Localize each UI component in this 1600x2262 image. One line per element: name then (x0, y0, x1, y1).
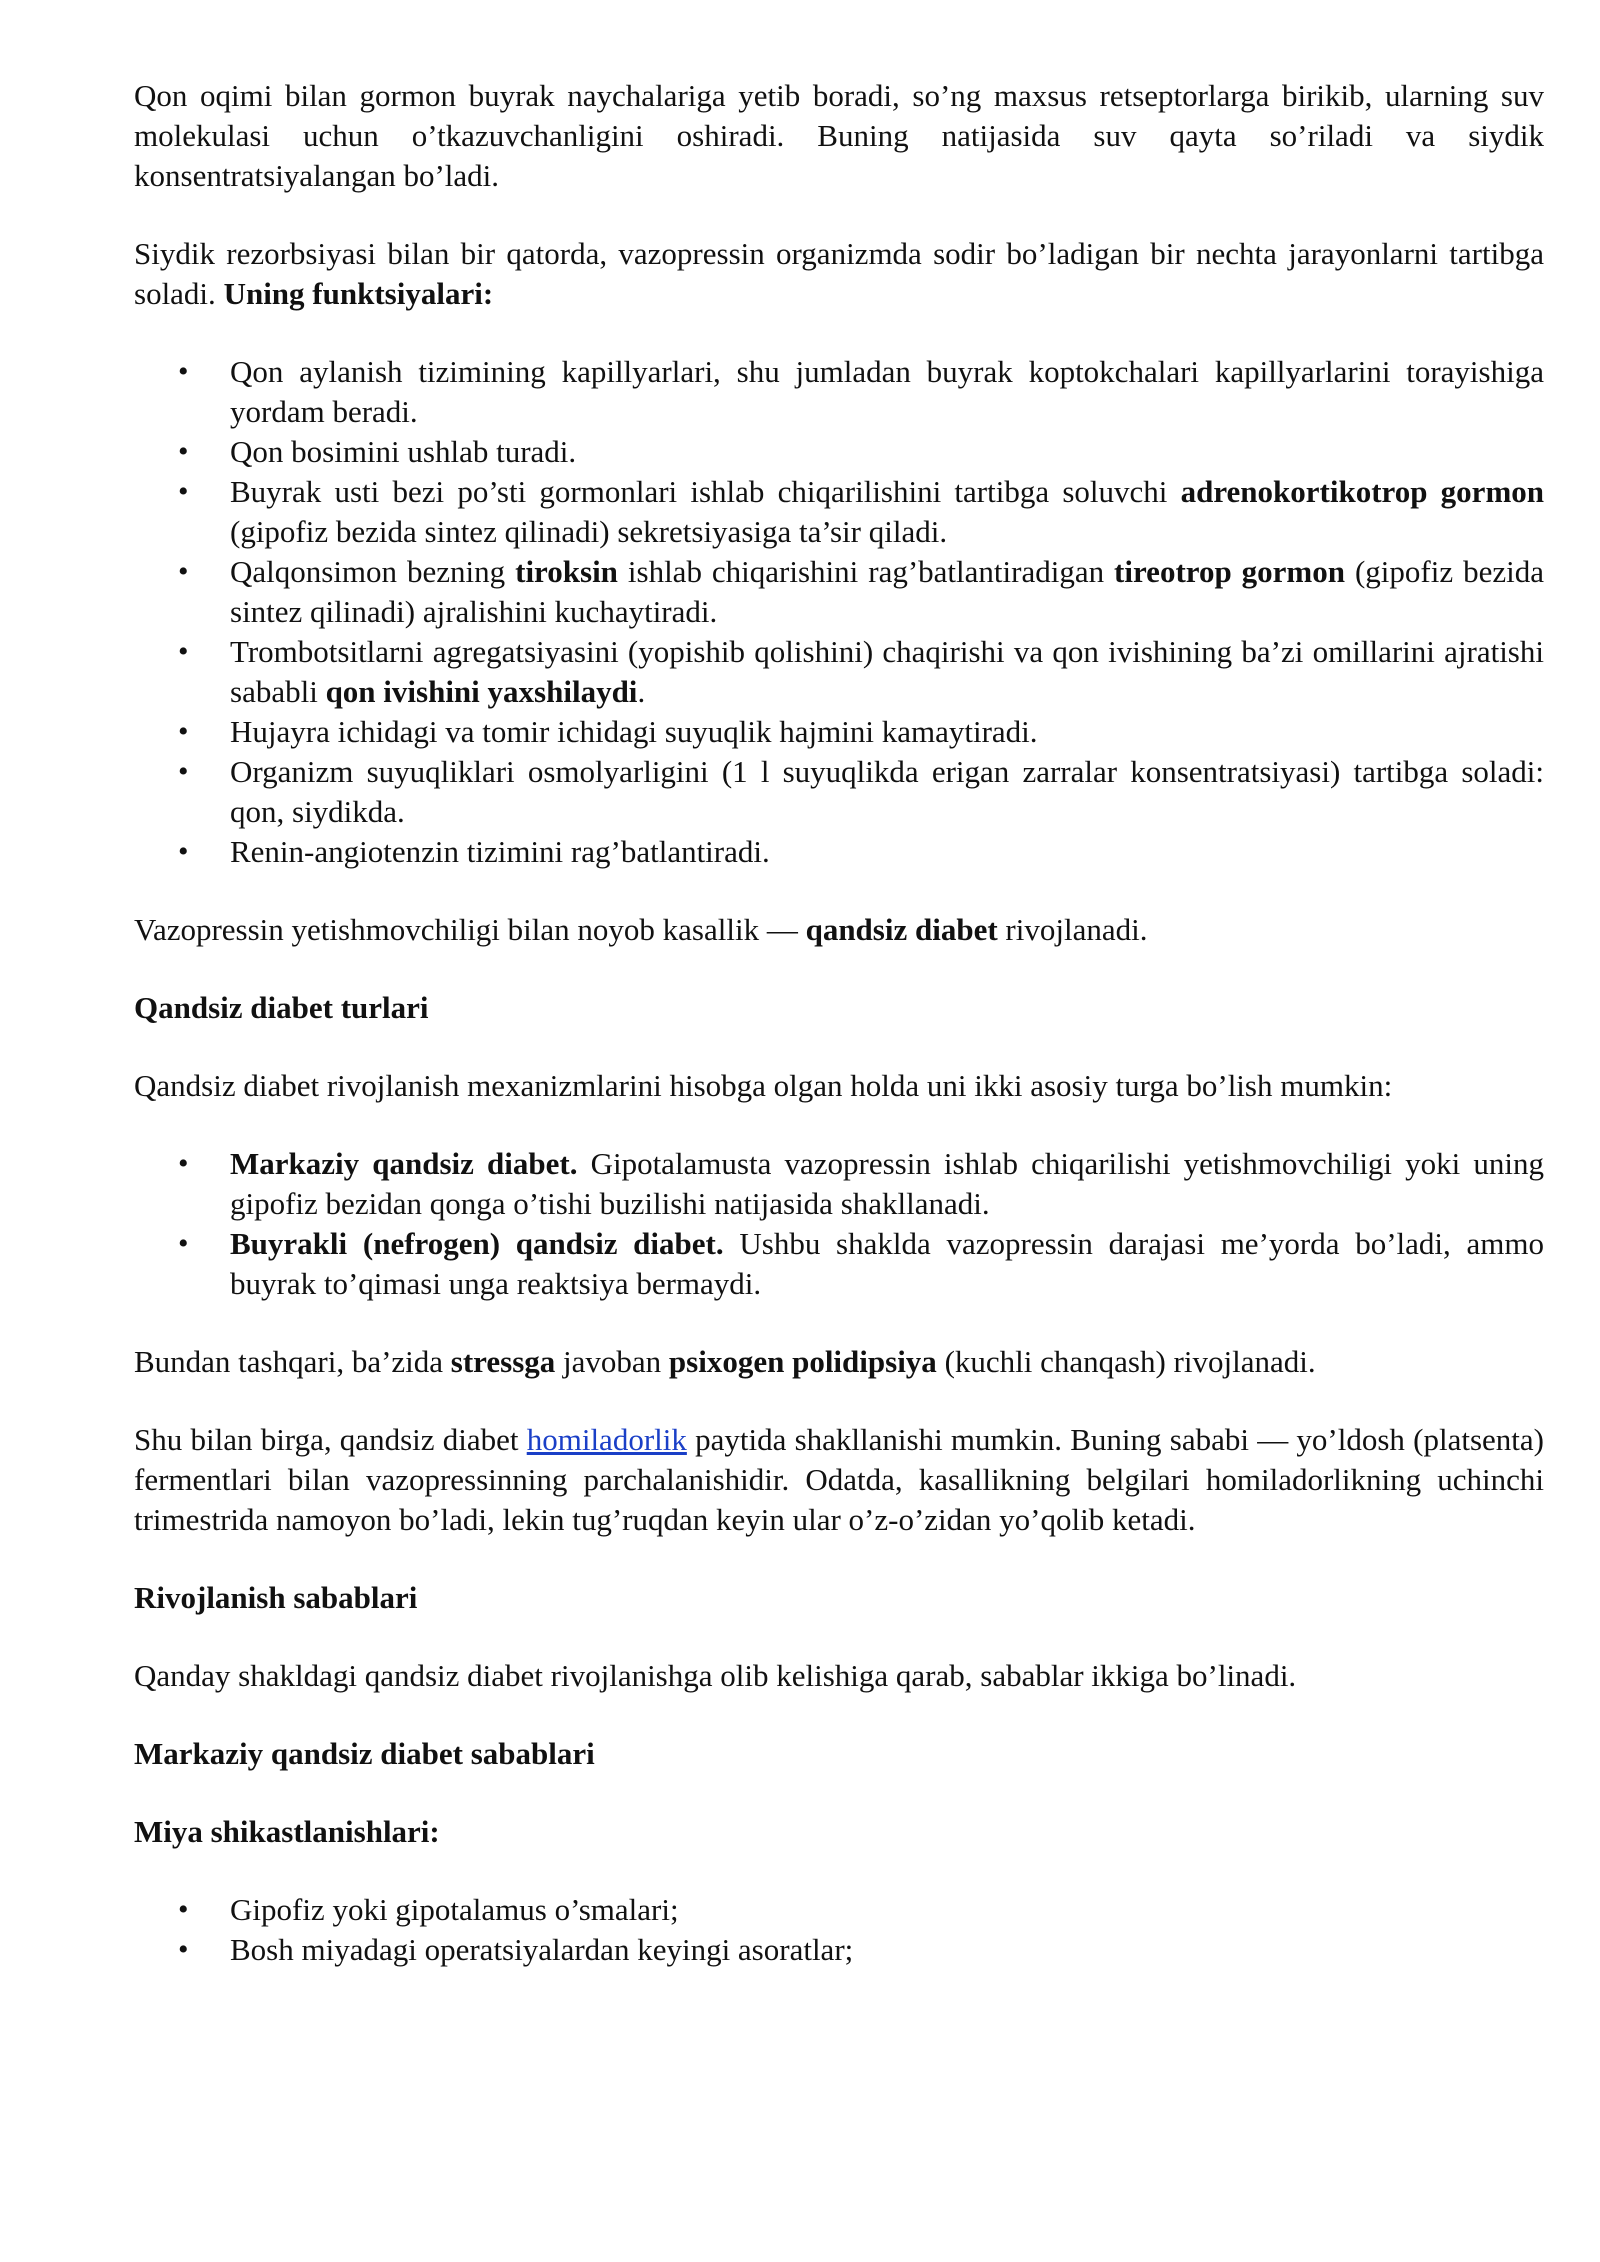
list-item-text: (gipofiz bezida sintez qilinadi) ajralishini kuchaytiradi. (230, 554, 1544, 629)
heading-brain-injuries: Miya shikastlanishlari: (134, 1814, 440, 1849)
pregnancy-link[interactable]: homiladorlik (526, 1422, 687, 1457)
bullet-icon: • (178, 1227, 189, 1260)
term-thyroxine: tiroksin (515, 554, 618, 589)
list-item (134, 552, 1544, 632)
bullet-icon: • (178, 555, 189, 588)
list-item (134, 1144, 1544, 1224)
list-item-text: Qalqonsimon bezning (230, 554, 516, 589)
list-item (134, 1930, 1544, 1970)
bullet-icon: • (178, 1147, 189, 1180)
heading-causes: Rivojlanish sabablari (134, 1580, 418, 1615)
bullet-icon: • (178, 435, 189, 468)
list-item-text: Gipofiz yoki gipotalamus o’smalari; (230, 1892, 679, 1927)
list-item-text: Ushbu shaklda vazopressin darajasi me’yorda bo’ladi, ammo buyrak to’qimasi unga reaktsiya bermaydi. (230, 1226, 1544, 1301)
list-item-text: Qon bosimini ushlab turadi. (230, 434, 577, 469)
list-item (134, 1890, 1544, 1930)
bullet-icon: • (178, 355, 189, 388)
paragraph-text: javoban (555, 1344, 669, 1379)
list-item-text: Qon aylanish tizimining kapillyarlari, shu jumladan buyrak koptokchalari kapillyarlarini torayishiga yordam beradi. (230, 354, 1544, 429)
paragraph-hormone-kidney: Qon oqimi bilan gormon buyrak naychalariga yetib boradi, so’ng maxsus retseptorlarga birikib, ularning suv molekulasi uchun o’tkazuvchanligini oshiradi. Buning natijasida suv qayta so’riladi va siydik konsentratsiyalangan bo’ladi. (134, 78, 1544, 193)
list-item (134, 472, 1544, 552)
bullet-icon: • (178, 835, 189, 868)
heading-central-causes: Markaziy qandsiz diabet sabablari (134, 1736, 595, 1771)
bullet-icon: • (178, 635, 189, 668)
list-item (134, 352, 1544, 432)
paragraph-text: Bundan tashqari, ba’zida (134, 1344, 451, 1379)
paragraph-text: rivojlanadi. (997, 912, 1148, 947)
term-central-diabetes: Markaziy qandsiz diabet. (230, 1146, 578, 1181)
list-item-text: Bosh miyadagi operatsiyalardan keyingi asoratlar; (230, 1932, 854, 1967)
term-nephrogenic-diabetes: Buyrakli (nefrogen) qandsiz diabet. (230, 1226, 724, 1261)
list-item-text: Renin-angiotenzin tizimini rag’batlantiradi. (230, 834, 770, 869)
term-stress: stressga (450, 1344, 556, 1379)
functions-heading-inline: Uning funktsiyalari: (223, 276, 494, 311)
term-diabetes-insipidus: qandsiz diabet (805, 912, 998, 947)
term-acth: adrenokortikotrop gormon (1180, 474, 1545, 509)
bullet-icon: • (178, 475, 189, 508)
paragraph-types-intro: Qandsiz diabet rivojlanish mexanizmlarini hisobga olgan holda uni ikki asosiy turga bo’lish mumkin: (134, 1068, 1393, 1103)
heading-diabetes-types: Qandsiz diabet turlari (134, 990, 429, 1025)
list-item-text: Trombotsitlarni agregatsiyasini (yopishib qolishini) chaqirishi va qon ivishining ba’zi omillarini ajratishi sababli (230, 634, 1544, 709)
bullet-icon: • (178, 715, 189, 748)
functions-list (134, 352, 1544, 872)
paragraph-causes-intro: Qanday shakldagi qandsiz diabet rivojlanishga olib kelishiga qarab, sabablar ikkiga bo’linadi. (134, 1658, 1297, 1693)
list-item-text: Buyrak usti bezi po’sti gormonlari ishlab chiqarilishini tartibga soluvchi (230, 474, 1181, 509)
list-item (134, 712, 1544, 752)
paragraph-vasopressin-functions-intro (134, 234, 1544, 314)
term-coagulation: qon ivishini yaxshilaydi (325, 674, 638, 709)
list-item-text: (gipofiz bezida sintez qilinadi) sekretsiyasiga ta’sir qiladi. (230, 514, 948, 549)
bullet-icon: • (178, 755, 189, 788)
list-item-text: Hujayra ichidagi va tomir ichidagi suyuqlik hajmini kamaytiradi. (230, 714, 1038, 749)
list-item-text: ishlab chiqarishini rag’batlantiradigan (617, 554, 1115, 589)
list-item-text: Organizm suyuqliklari osmolyarligini (1 l suyuqlikda erigan zarralar konsentratsiyasi) tartibga soladi: qon, siydikda. (230, 754, 1544, 829)
list-item (134, 752, 1544, 832)
paragraph-text: (kuchli chanqash) rivojlanadi. (936, 1344, 1316, 1379)
list-item-text: Gipotalamusta vazopressin ishlab chiqarilishi yetishmovchiligi yoki uning gipofiz bezidan qonga o’tishi buzilishi natijasida shakllanadi. (230, 1146, 1544, 1221)
list-item (134, 832, 1544, 872)
paragraph-text: paytida shakllanishi mumkin. Buning sababi — yo’ldosh (platsenta) fermentlari bilan vazopressinning parchalanishidir. Odatda, kasallikning belgilari homiladorlikning uchinchi trimestrida namoyon bo’ladi, lekin tug’ruqdan keyin ular o’z-o’zidan yo’qolib ketadi. (134, 1422, 1544, 1537)
list-item-text: . (637, 674, 646, 709)
term-tsh: tireotrop gormon (1114, 554, 1346, 589)
list-item (134, 1224, 1544, 1304)
paragraph-deficiency (134, 910, 1544, 950)
brain-injuries-list (134, 1890, 1544, 1970)
types-list (134, 1144, 1544, 1304)
intro-text: Siydik rezorbsiyasi bilan bir qatorda, vazopressin organizmda sodir bo’ladigan bir nechta jarayonlarni tartibga soladi. (134, 236, 1544, 311)
bullet-icon: • (178, 1933, 189, 1966)
paragraph-text: Shu bilan birga, qandsiz diabet (134, 1422, 527, 1457)
paragraph-psychogenic (134, 1342, 1544, 1382)
term-psychogenic-polydipsia: psixogen polidipsiya (668, 1344, 937, 1379)
list-item (134, 432, 1544, 472)
bullet-icon: • (178, 1893, 189, 1926)
paragraph-text: Vazopressin yetishmovchiligi bilan noyob kasallik — (134, 912, 806, 947)
list-item (134, 632, 1544, 712)
paragraph-pregnancy (134, 1420, 1544, 1540)
